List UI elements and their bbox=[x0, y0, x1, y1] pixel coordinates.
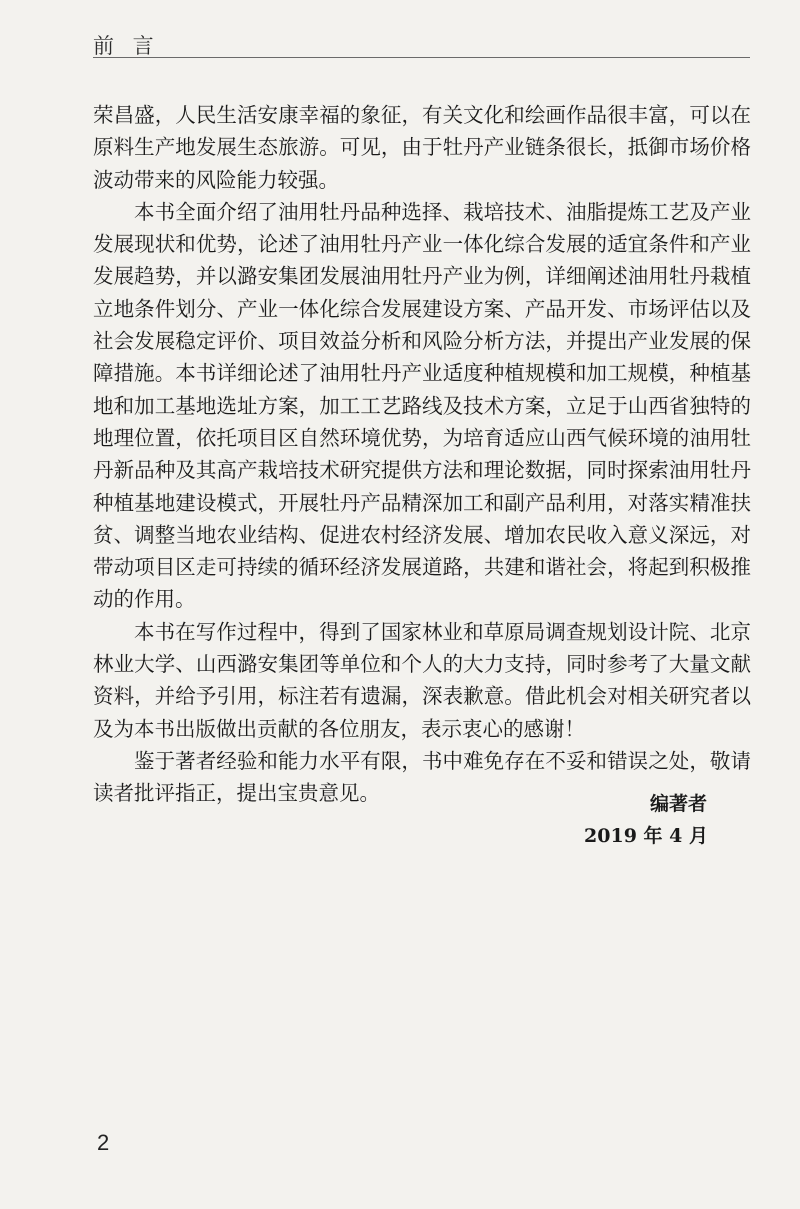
paragraph: 鉴于著者经验和能力水平有限，书中难免存在不妥和错误之处，敬请读者批评指正，提出宝贵意见。 bbox=[93, 748, 751, 806]
signature-date: 2019 年 4 月 bbox=[584, 825, 708, 847]
page-number: 2 bbox=[97, 1130, 110, 1155]
paragraph: 本书全面介绍了油用牡丹品种选择、栽培技术、油脂提炼工艺及产业发展现状和优势，论述了油用牡丹产业一体化综合发展的适宜条件和产业发展趋势，并以潞安集团发展油用牡丹产业为例，详细阐述油用牡丹栽植立地条件划分、产业一体化综合发展建设方案、产品开发、市场评估以及社会发展稳定评价、项目效益分析和风险分析方法，并提出产业发展的保障措施。本书详细论述了油用牡丹产业适度种植规模和加工规模，种植基地和加工基地选址方案，加工工艺路线及技术方案，立足于山西省独特的地理位置，依托项目区自然环境优势，为培育适应山西气候环境的油用牡丹新品种及其高产栽培技术研究提供方法和理论数据，同时探索油用牡丹种植基地建设模式，开展牡丹产品精深加工和副产品利用，对落实精准扶贫、调整当地农业结构、促进农村经济发展、增加农民收入意义深远，对带动项目区走可持续的循环经济发展道路，共建和谐社会，将起到积极推动的作用。 bbox=[93, 199, 751, 612]
header-rule bbox=[93, 57, 750, 58]
running-head: 前 言 bbox=[93, 34, 160, 58]
paragraph: 本书在写作过程中，得到了国家林业和草原局调查规划设计院、北京林业大学、山西潞安集团等单位和个人的大力支持，同时参考了大量文献资料，并给予引用，标注若有遗漏，深表歉意。借此机会对相关研究者以及为本书出版做出贡献的各位朋友，表示衷心的感谢！ bbox=[93, 619, 751, 741]
paragraph: 荣昌盛，人民生活安康幸福的象征，有关文化和绘画作品很丰富，可以在原料生产地发展生态旅游。可见，由于牡丹产业链条很长，抵御市场价格波动带来的风险能力较强。 bbox=[93, 103, 751, 192]
signature-author: 编著者 bbox=[649, 793, 707, 815]
body-text bbox=[93, 99, 751, 810]
